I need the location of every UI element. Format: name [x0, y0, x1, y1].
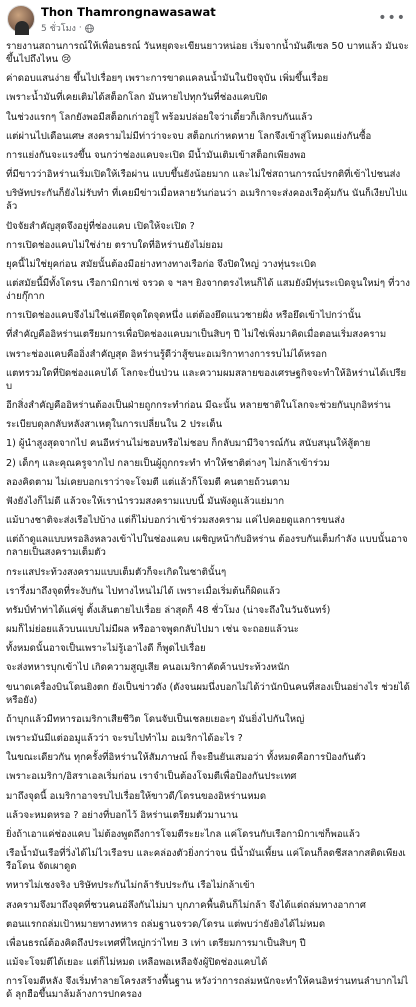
- post-paragraph: ที่สำคัญคืออิหร่านเตรียมการเพื่อปิดช่องแคบมาเป็นสิบๆ ปี ไม่ใช่เพิ่งมาคิดเมื่อตอนเริ่มสงคราม: [6, 329, 387, 341]
- post-paragraph: ผมก็ไม่ย่อยแล้วบนแบบไม่มีผล หรืออาจพูดกลับไปมา เช่น จะถอยแล้วนะ: [6, 624, 299, 636]
- post-paragraph: ฟังยังไงก็ไม่ดี แล้วจะให้เรานำรวมสงครามแบบนี้ มันพังดูแล้วแย่มาก: [6, 495, 285, 507]
- avatar[interactable]: [7, 5, 35, 33]
- post-paragraph: ลองคิดตาม ไม่เคยบอกเราว่าจะโจมตี แต่แล้วก็โจมตี คนตายถ้วนตาม: [6, 476, 290, 488]
- post-paragraph: แล้วจะหมดหรอ ? อย่างที่บอกไว้ อิหร่านเตรียมตัวมานาน: [6, 809, 238, 821]
- post-paragraph: กระแสประท้วงสงครามแบบเต็มตัวก็จะเกิดในชาตินั้นๆ: [6, 566, 227, 578]
- post-paragraph: ทหารไม่เชงจริง บริษัทประกันไม่กล้ารับประกัน เรือไม่กล้าเข้า: [6, 880, 255, 892]
- post-paragraph: ขนาดเครื่องบินโดนยิงตก ยังเป็นข่าวดัง (ดังจนผมนึ่งบอกไม่ได้ว่านักบินคนที่สองเป็นอย่างไร ช่วยได้หรือยัง): [6, 681, 410, 706]
- post-paragraph: ยิ่งถ้าเอาแค่ช่องแคบ ไม่ต้องพูดถึงการโจมตีระยะไกล แค่โดรนกับเรือกามิกาเซ่ก็พอแล้ว: [6, 828, 361, 840]
- meta-separator: ·: [78, 23, 82, 33]
- post-paragraph: แต่ถ้าดูแลแบบหรอลิงหลวงเข้าไปในช่องแคบ เผชิญหน้ากับอิหร่าน ต้องรบกันเต็มกำลัง แบบนั้นอาจกลายเป็นสงครามเต็มตัว: [6, 534, 408, 559]
- post-paragraph: ทรัมป์ทำท่าได้แค่ขู่ ตั้งเส้นตายไปเรื่อย ล่าสุดก็ 48 ชั่วโมง (น่าจะถึงในวันจันทร์): [6, 604, 331, 616]
- post-header: [0, 0, 416, 40]
- post-paragraph: เพราะมันมีแต่ออมูแล้วว่า จะรบไปทำไม อเมริกาได้อะไร ?: [6, 733, 243, 744]
- globe-icon: [85, 24, 94, 33]
- post-paragraph: เพราะช่องแคบคืออิ่งสำคัญสุด อิหร่านรู้ดีว่าสู้ขนะอเมริกาทางการรบไม่ได้หรอก: [6, 348, 327, 360]
- post-paragraph: เพราะน้ำมันที่เคยเติมได้สต็อกโลก มันหายไปทุกวันที่ช่องแคบปิด: [6, 92, 268, 104]
- post-paragraph: การเปิดช่องแคบไม่ใช่ง่าย ตราบใดที่อิหร่านยังไม่ยอม: [6, 239, 224, 251]
- post-paragraph: ในช่วงแรกๆ โลกยังพอมีสต็อกเก่าอยู่ใ พร้อมปล่อยใจว่าเดี๋ยวก็เลิกรบกันแล้ว: [6, 111, 313, 123]
- post-paragraph: แม้บางชาติจะส่งเรือไปบ้าง แต่ก็ไม่บอกว่าเข้าร่วมสงคราม แค่ไปคอยดูแลการขนส่ง: [6, 515, 345, 527]
- post-paragraph: รายงานสถานการณ์ให้เพื่อนธรณ์ วันหยุดจะเขียนยาวหน่อย เริ่มจากน้ำมันดีเซล 50 บาทแล้ว มันจะขึ้นไปถึงไหน 😢: [6, 41, 409, 65]
- post-paragraph: 1) ผู้นำสูงสุดจากไป คนอีหร่านไม่ชอบหรือไม่ชอบ ก็กลับมามีวิจารณ์กัน สนับสนุนให้สู้ตาย: [6, 438, 371, 450]
- post-paragraph: ทั้งหมดนั้นอาจเป็นเพราะไม่รู้เอาไงดี ก็พูดไปเรื่อย: [6, 643, 206, 655]
- post-paragraph: เพื่อนธรณ์ต้องคิดถึงประเทศที่ใหญ่กว่าไทย 3 เท่า เตรียมการมาเป็นสิบๆ ปี: [6, 937, 306, 949]
- post-paragraph: 2) เด็กๆ และคุณครูจากไป กลายเป็นผู้ถูกกระทำ ทำให้ชาติต่างๆ ไม่กล้าเข้าร่วม: [6, 457, 330, 469]
- post-paragraph: แม้จะโจมตีได้เยอะ แต่ก็ไม่หมด เหลือพอเหลือจังผู้ปิดช่องแคบได้: [6, 957, 268, 969]
- post-paragraph: การเปิดช่องแคบจึงไม่ใช่แค่ยึดจุดใดจุดหนึ่ง แต่ต้องยึดแนวชายฝั่ง หรือยึดเข้าไปกว่านั้น: [6, 310, 361, 322]
- post-paragraph: ตอนแรกถล่มเป้าหมายทางทหาร ถล่มฐานจรวด/โดรน แต่พบว่ายังยิงได้ไม่หมด: [6, 918, 326, 930]
- post-paragraph: ในขณะเดียวกัน ทุกครั้งที่อิหร่านให้สัมภาษณ์ ก็จะยืนยันเสมอว่า ทั้งหมดคือการป้องกันตัว: [6, 752, 366, 764]
- post-paragraph: ระเบียบดุลกลับหลังสาเหตุในการเปลี่ยนใน 2 ประเด็น: [6, 419, 223, 431]
- post-paragraph: การโจมตีหลัง จึงเริ่มทำลายโครงสร้างพื้นฐาน หวังว่าการถล่มหนักจะทำให้คนอิหร่านทนลำบากไม่ได้ ลุกฮือขึ้นมาล้มล้างการปกครอง: [6, 976, 409, 1001]
- post-paragraph: ค่าดอบแสนง่าย ขึ้นไปเรื่อยๆ เพราะการขาดแคลนน้ำมันในปัจจุบัน เพิ่มขึ้นเรื่อย: [6, 73, 329, 85]
- more-icon[interactable]: •••: [378, 10, 406, 26]
- post-paragraph: ถ้าบุกแล้วมีทหารอเมริกาเสียชีวิต โดนจับเป็นเชลยเยอะๆ มันยิ่งไปกันใหญ่: [6, 713, 305, 725]
- post-time[interactable]: 5 ชั่วโมง: [41, 24, 76, 34]
- post-paragraph: มาถึงจุดนี้ อเมริกาอาจรบไปเรื่อยให้ขาวดี/โดรนของอิหร่านหมด: [6, 790, 267, 802]
- post-paragraph: เรือน้ำมันเรือที่วิ่งได้ไม่ไวเรือรบ และคล่องตัวยิ่งกว่าจน นี่น้ำมันเพี้ยน แค่โดนก็ลดชีสลากสติดเพียงเรือโดน จัดเผาดูด: [6, 848, 406, 873]
- post-paragraph: เพราะอเมริกา/อิสราเอลเริ่มก่อน เราจำเป็นต้องโจมตีเพื่อป้องกันประเทศ: [6, 771, 297, 783]
- post-paragraph: เรารึ่งมาถึงจุดที่ระงับกัน ไปทางไหนไม่ได้ เพราะเมื่อเริ่มต้นก็ผิดแล้ว: [6, 585, 281, 597]
- post-paragraph: บริษัทประกันก็ยังไม่รับทำ ที่เคยมีข่าวเมื่อหลายวันก่อนว่า อเมริกาจะส่งคองเรือคุ้มกัน นันก็เงียบไปแล้ว: [6, 188, 408, 213]
- post-paragraph: แต่สมัยนี้มีทั้งโดรน เรือกามิกาเซ่ จรวด จ ฯลฯ ยิงจากตรงไหนก็ได้ แสมยังมีทุ่นระเบิดจูนใหม่ๆ ที่วางง่ายกุ๊กาก: [6, 278, 410, 303]
- post-paragraph: จะส่งทหารบุกเข้าไป เกิดความสูญเสีย คนอเมริกาคัดค้านประท้วงหนัก: [6, 662, 290, 674]
- post-meta: [41, 21, 94, 35]
- post-paragraph: ที่มีขาวว่าอิหร่านเริ่มเปิดให้เรือผ่าน แบบขึ้นยังน้อยมาก และไม่ใช่สถานการณ์ปรกติที่เข้าไปชนส่ง: [6, 169, 401, 181]
- post-paragraph: ปัจจัยสำคัญสุดจึงอยู่ที่ช่องแคบ เปิดให้จะเปิด ?: [6, 220, 195, 232]
- post-paragraph: แต่ผ่านไปเดือนเศษ สงครามไม่มีท่าว่าจะจบ สต็อกเก่าหดหาย โลกจึงเข้าสู่โหมดแย่งกันซื้อ: [6, 130, 372, 142]
- post-body: [6, 40, 410, 1007]
- post-paragraph: การแย่งกันจะแรงขึ้น จนกว่าช่องแคบจะเปิด มีน้ำมันเติมเข้าสต็อกเพียงพอ: [6, 149, 306, 161]
- post-paragraph: ยุคนี้ไม่ใช่ยุคก่อน สมัยนั้นต้องมีอย่างทางทางเรือก่อ จึงปิดใหญ่ วางทุ่นระเบิด: [6, 258, 317, 270]
- post-paragraph: สงครามจึงมาถึงจุดที่ชวนคนอ่ลึงกันไม่มา บุกภาคพื้นดินก็ไม่กล้า จึงได้แต่ถล่มทางอากาศ: [6, 899, 366, 911]
- author-name[interactable]: Thon Thamrongnawasawat: [41, 5, 216, 19]
- post-paragraph: แตทรวมใดที่ปิดช่องแคบได้ โลกจะปั่นป่วน และความผมสลายของเศรษฐกิจจะทำให้อิหร่านได้เปรียบ: [6, 367, 407, 392]
- post-paragraph: อีกสิ่งสำคัญคืออิหร่านต้องเป็นฝ่ายถูกกระทำก่อน มีฉะนั้น หลายชาติในโลกจะช่วยกันบุกอิหร่าน: [6, 400, 391, 411]
